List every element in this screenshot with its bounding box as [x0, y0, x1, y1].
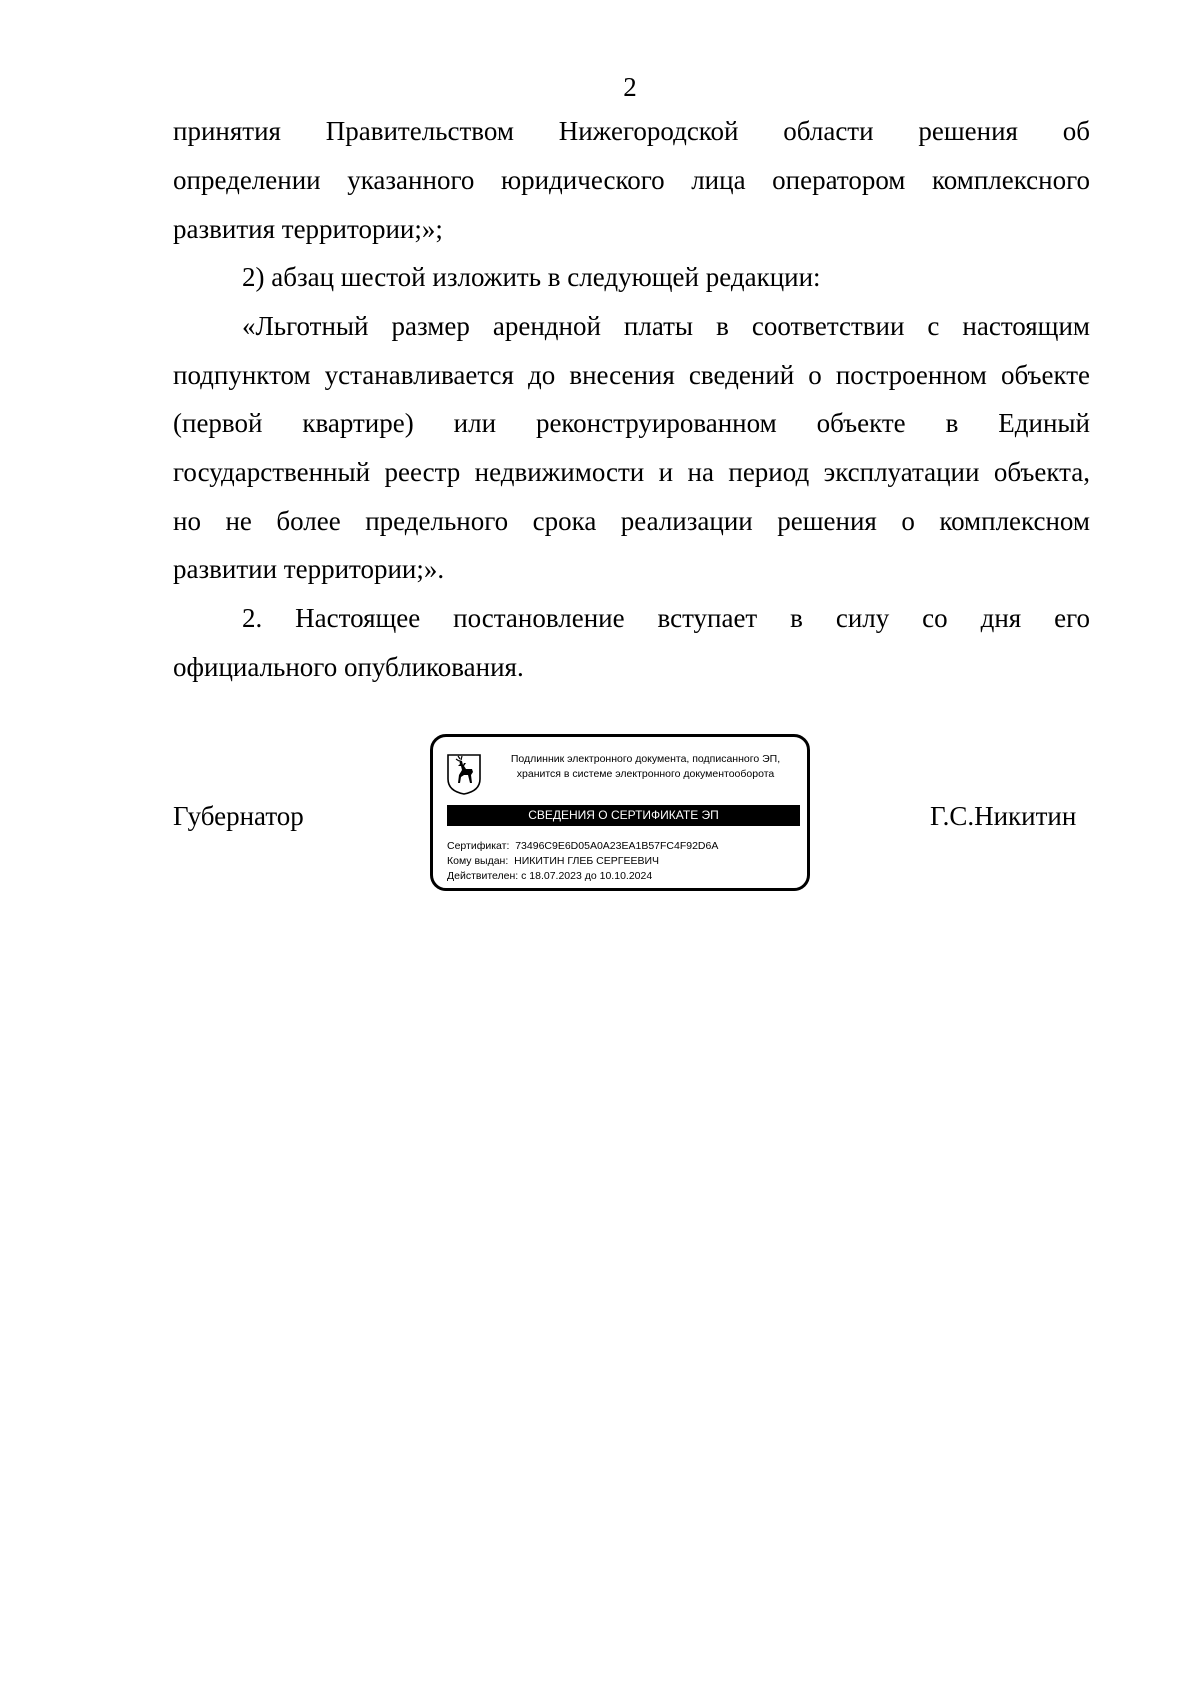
electronic-signature-stamp: [430, 734, 810, 891]
stamp-certificate-info: [447, 839, 718, 884]
stamp-header-line-1: Подлинник электронного документа, подписанного ЭП,: [510, 753, 781, 765]
signatory-title: Губернатор: [173, 801, 304, 831]
stamp-issued-to-row: [447, 854, 718, 869]
body-line-2: определении указанного юридического лица оператором комплексного: [173, 165, 1090, 195]
stamp-header-line-2: хранится в системе электронного документооборота: [516, 768, 775, 780]
page-number: 2: [623, 72, 637, 102]
validity-value: с 18.07.2023 до 10.10.2024: [521, 870, 653, 882]
stamp-certificate-row: [447, 839, 718, 854]
body-line-11: 2. Настоящее постановление вступает в силу со дня его: [242, 603, 1090, 633]
certificate-value: 73496C9E6D05A0A23EA1B57FC4F92D6A: [515, 840, 719, 852]
validity-label: Действителен:: [447, 870, 519, 882]
issued-to-label: Кому выдан:: [447, 855, 509, 867]
body-line-7: (первой квартире) или реконструированном объекте в Единый: [173, 408, 1090, 438]
body-line-6: подпунктом устанавливается до внесения сведений о построенном объекте: [173, 360, 1090, 390]
nizhny-novgorod-deer-emblem-icon: [446, 753, 482, 795]
stamp-header: [488, 752, 803, 782]
body-line-8: государственный реестр недвижимости и на период эксплуатации объекта,: [173, 457, 1090, 487]
body-line-9: но не более предельного срока реализации решения о комплексном: [173, 506, 1090, 536]
body-line-12: официального опубликования.: [173, 652, 524, 682]
issued-to-value: НИКИТИН ГЛЕБ СЕРГЕЕВИЧ: [514, 855, 660, 867]
body-line-10: развитии территории;».: [173, 554, 445, 584]
body-line-1: принятия Правительством Нижегородской области решения об: [173, 116, 1090, 146]
body-line-4: 2) абзац шестой изложить в следующей редакции:: [242, 262, 821, 292]
stamp-validity-row: [447, 869, 718, 884]
body-line-5: «Льготный размер арендной платы в соответствии с настоящим: [242, 311, 1090, 341]
signatory-name: Г.С.Никитин: [930, 801, 1077, 831]
body-line-3: развития территории;»;: [173, 214, 443, 244]
stamp-certificate-bar: СВЕДЕНИЯ О СЕРТИФИКАТЕ ЭП: [447, 805, 800, 826]
certificate-label: Сертификат:: [447, 840, 510, 852]
